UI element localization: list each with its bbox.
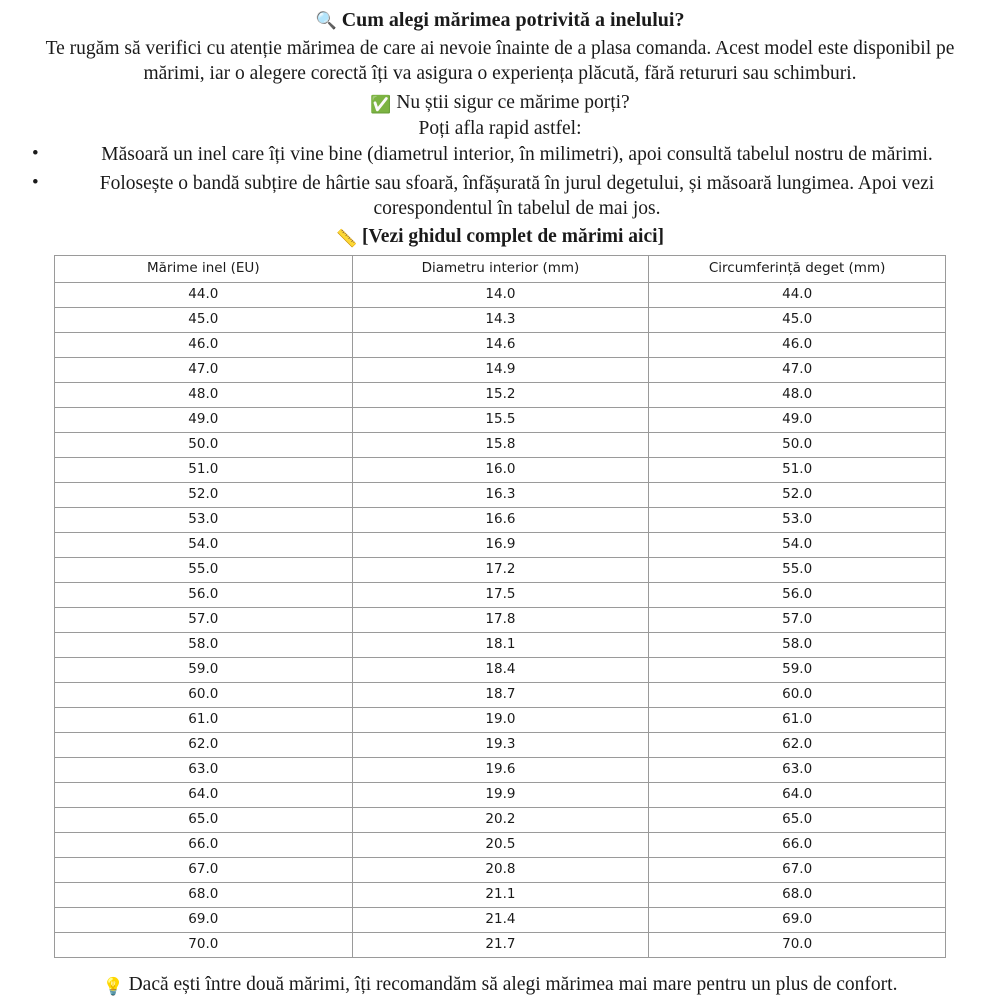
size-guide-link[interactable] bbox=[14, 226, 986, 249]
table-cell: 46.0 bbox=[55, 332, 353, 357]
table-cell: 53.0 bbox=[55, 507, 353, 532]
table-row bbox=[55, 407, 946, 432]
table-cell: 58.0 bbox=[649, 632, 946, 657]
table-cell: 20.2 bbox=[352, 807, 649, 832]
table-cell: 54.0 bbox=[649, 532, 946, 557]
table-row bbox=[55, 757, 946, 782]
table-cell: 60.0 bbox=[649, 682, 946, 707]
table-cell: 17.8 bbox=[352, 607, 649, 632]
table-cell: 65.0 bbox=[649, 807, 946, 832]
table-cell: 60.0 bbox=[55, 682, 353, 707]
table-row bbox=[55, 882, 946, 907]
table-cell: 14.0 bbox=[352, 282, 649, 307]
table-row bbox=[55, 832, 946, 857]
table-row bbox=[55, 932, 946, 957]
table-cell: 46.0 bbox=[649, 332, 946, 357]
table-cell: 44.0 bbox=[55, 282, 353, 307]
table-cell: 67.0 bbox=[55, 857, 353, 882]
table-header-row bbox=[55, 255, 946, 282]
column-header-size-eu: Mărime inel (EU) bbox=[55, 255, 353, 282]
lightbulb-icon: 💡 bbox=[102, 976, 124, 997]
table-cell: 16.3 bbox=[352, 482, 649, 507]
table-cell: 47.0 bbox=[55, 357, 353, 382]
table-row bbox=[55, 707, 946, 732]
footer-note-text: Dacă ești între două mărimi, îți recomandăm să alegi mărimea mai mare pentru un plus de confort. bbox=[128, 973, 898, 995]
table-cell: 47.0 bbox=[649, 357, 946, 382]
table-row bbox=[55, 507, 946, 532]
table-cell: 15.5 bbox=[352, 407, 649, 432]
table-cell: 45.0 bbox=[55, 307, 353, 332]
table-cell: 20.5 bbox=[352, 832, 649, 857]
table-cell: 50.0 bbox=[649, 432, 946, 457]
table-cell: 19.9 bbox=[352, 782, 649, 807]
table-cell: 16.9 bbox=[352, 532, 649, 557]
table-cell: 54.0 bbox=[55, 532, 353, 557]
table-cell: 16.6 bbox=[352, 507, 649, 532]
table-cell: 16.0 bbox=[352, 457, 649, 482]
magnifier-icon: 🔍 bbox=[315, 10, 337, 31]
table-cell: 17.5 bbox=[352, 582, 649, 607]
table-cell: 61.0 bbox=[55, 707, 353, 732]
steps-list bbox=[14, 142, 986, 222]
table-cell: 20.8 bbox=[352, 857, 649, 882]
howto-label: Poți afla rapid astfel: bbox=[418, 117, 582, 139]
table-cell: 56.0 bbox=[55, 582, 353, 607]
table-cell: 69.0 bbox=[649, 907, 946, 932]
table-cell: 50.0 bbox=[55, 432, 353, 457]
table-cell: 51.0 bbox=[55, 457, 353, 482]
table-cell: 49.0 bbox=[649, 407, 946, 432]
table-cell: 53.0 bbox=[649, 507, 946, 532]
table-cell: 66.0 bbox=[649, 832, 946, 857]
table-cell: 18.4 bbox=[352, 657, 649, 682]
table-cell: 18.1 bbox=[352, 632, 649, 657]
table-cell: 45.0 bbox=[649, 307, 946, 332]
table-cell: 70.0 bbox=[55, 932, 353, 957]
size-guide-link-label[interactable]: [Vezi ghidul complet de mărimi aici] bbox=[362, 225, 665, 247]
table-cell: 62.0 bbox=[649, 732, 946, 757]
footer-note bbox=[24, 972, 976, 998]
table-cell: 55.0 bbox=[649, 557, 946, 582]
table-row bbox=[55, 282, 946, 307]
table-cell: 59.0 bbox=[55, 657, 353, 682]
table-body bbox=[55, 282, 946, 957]
ruler-icon: 📏 bbox=[335, 228, 358, 249]
table-row bbox=[55, 457, 946, 482]
table-row bbox=[55, 432, 946, 457]
list-item: • Folosește o bandă subțire de hârtie sau sfoară, înfășurată în jurul degetului, și măsoară lungimea. Apoi vezi corespondentul în tabelul de mai jos. bbox=[58, 171, 976, 222]
table-cell: 17.2 bbox=[352, 557, 649, 582]
table-cell: 14.9 bbox=[352, 357, 649, 382]
table-row bbox=[55, 557, 946, 582]
table-cell: 64.0 bbox=[55, 782, 353, 807]
table-row bbox=[55, 732, 946, 757]
intro-paragraph: Te rugăm să verifici cu atenție mărimea de care ai nevoie înainte de a plasa comanda. Acest model este disponibil pe mărimi, iar o alegere corectă îți va asigura o experiența plăcută, fără retururi sau schimburi. bbox=[45, 38, 955, 84]
table-cell: 21.4 bbox=[352, 907, 649, 932]
table-cell: 15.2 bbox=[352, 382, 649, 407]
table-cell: 15.8 bbox=[352, 432, 649, 457]
table-cell: 14.3 bbox=[352, 307, 649, 332]
table-cell: 19.6 bbox=[352, 757, 649, 782]
table-cell: 18.7 bbox=[352, 682, 649, 707]
table-cell: 48.0 bbox=[55, 382, 353, 407]
table-cell: 52.0 bbox=[649, 482, 946, 507]
table-row bbox=[55, 382, 946, 407]
table-cell: 62.0 bbox=[55, 732, 353, 757]
table-row bbox=[55, 632, 946, 657]
table-row bbox=[55, 657, 946, 682]
table-cell: 14.6 bbox=[352, 332, 649, 357]
table-cell: 57.0 bbox=[55, 607, 353, 632]
table-row bbox=[55, 907, 946, 932]
table-cell: 52.0 bbox=[55, 482, 353, 507]
table-cell: 58.0 bbox=[55, 632, 353, 657]
table-cell: 57.0 bbox=[649, 607, 946, 632]
ring-size-table bbox=[54, 255, 946, 958]
table-cell: 59.0 bbox=[649, 657, 946, 682]
table-cell: 21.7 bbox=[352, 932, 649, 957]
table-row bbox=[55, 357, 946, 382]
table-cell: 49.0 bbox=[55, 407, 353, 432]
table-cell: 64.0 bbox=[649, 782, 946, 807]
table-cell: 68.0 bbox=[649, 882, 946, 907]
table-row bbox=[55, 307, 946, 332]
table-row bbox=[55, 607, 946, 632]
page-title bbox=[14, 8, 986, 33]
table-cell: 70.0 bbox=[649, 932, 946, 957]
table-cell: 69.0 bbox=[55, 907, 353, 932]
table-row bbox=[55, 682, 946, 707]
table-cell: 21.1 bbox=[352, 882, 649, 907]
table-cell: 67.0 bbox=[649, 857, 946, 882]
table-row bbox=[55, 857, 946, 882]
table-cell: 65.0 bbox=[55, 807, 353, 832]
table-cell: 66.0 bbox=[55, 832, 353, 857]
list-item: • Măsoară un inel care îți vine bine (diametrul interior, în milimetri), apoi consultă tabelul nostru de mărimi. bbox=[58, 142, 976, 167]
table-cell: 51.0 bbox=[649, 457, 946, 482]
check-mark-icon: ✅ bbox=[370, 94, 392, 115]
table-cell: 44.0 bbox=[649, 282, 946, 307]
table-row bbox=[55, 807, 946, 832]
subheading-text: Nu știi sigur ce mărime porți? bbox=[396, 91, 630, 113]
table-cell: 55.0 bbox=[55, 557, 353, 582]
page-title-text: Cum alegi mărimea potrivită a inelului? bbox=[341, 9, 685, 31]
table-cell: 19.0 bbox=[352, 707, 649, 732]
table-row bbox=[55, 782, 946, 807]
subheading bbox=[14, 90, 986, 116]
table-cell: 63.0 bbox=[55, 757, 353, 782]
table-row bbox=[55, 482, 946, 507]
table-cell: 68.0 bbox=[55, 882, 353, 907]
table-row bbox=[55, 582, 946, 607]
table-cell: 61.0 bbox=[649, 707, 946, 732]
column-header-inner-diameter: Diametru interior (mm) bbox=[352, 255, 649, 282]
table-row bbox=[55, 532, 946, 557]
column-header-finger-circumference: Circumferință deget (mm) bbox=[649, 255, 946, 282]
table-row bbox=[55, 332, 946, 357]
table-cell: 48.0 bbox=[649, 382, 946, 407]
table-cell: 63.0 bbox=[649, 757, 946, 782]
table-cell: 19.3 bbox=[352, 732, 649, 757]
table-cell: 56.0 bbox=[649, 582, 946, 607]
